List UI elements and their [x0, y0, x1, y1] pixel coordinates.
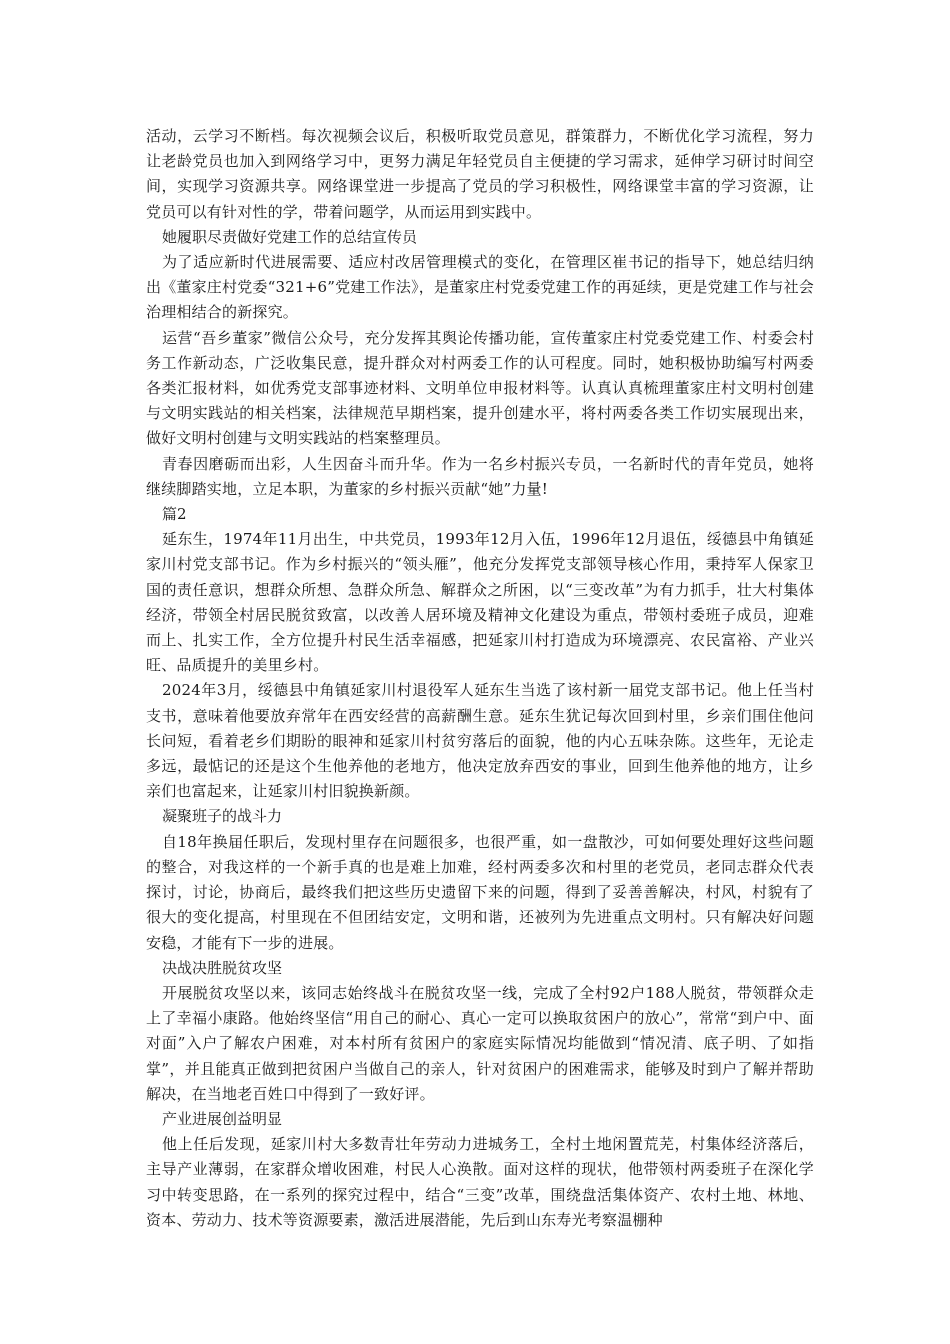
paragraph: 延东生，1974年11月出生，中共党员，1993年12月入伍，1996年12月退伍，绥德县中角镇延家川村党支部书记。作为乡村振兴的“领头雁”，他充分发挥党支部领导核心作用，秉持军人保家卫国的责任意识，想群众所想、急群众所急、解群众之所困，以“三变改革”为有力抓手，壮大村集体经济，带领全村居民脱贫致富，以改善人居环境及精神文化建设为重点，带领村委班子成员，迎难而上、扎实工作，全方位提升村民生活幸福感，把延家川村打造成为环境漂亮、农民富裕、产业兴旺、品质提升的美里乡村。 [146, 530, 814, 675]
document-body [146, 124, 814, 1233]
section-heading: 产业进展创益明显 [162, 1109, 283, 1128]
section-heading: 篇2 [162, 505, 187, 524]
paragraph: 他上任后发现，延家川村大多数青壮年劳动力进城务工，全村土地闲置荒芜，村集体经济落后，主导产业薄弱，在家群众增收困难，村民人心涣散。面对这样的现状，他带领村两委班子在深化学习中转变思路，在一系列的探究过程中，结合“三变”改革，围绕盘活集体资产、农村土地、林地、资本、劳动力、技术等资源要素，激活进展潜能，先后到山东寿光考察温棚种 [146, 1135, 814, 1229]
paragraph: 青春因磨砺而出彩，人生因奋斗而升华。作为一名乡村振兴专员，一名新时代的青年党员，她将继续脚踏实地，立足本职，为董家的乡村振兴贡献“她”力量! [146, 454, 814, 498]
section-heading: 她履职尽责做好党建工作的总结宣传员 [162, 227, 418, 246]
section-heading: 凝聚班子的战斗力 [162, 807, 283, 826]
paragraph: 自18年换届任职后，发现村里存在问题很多，也很严重，如一盘散沙，可如何要处理好这些问题的整合，对我这样的一个新手真的也是难上加难，经村两委多次和村里的老党员，老同志群众代表探讨，讨论，协商后，最终我们把这些历史遗留下来的问题，得到了妥善善解决，村风，村貌有了很大的变化提高，村里现在不但团结安定，文明和谐，还被列为先进重点文明村。只有解决好问题安稳，才能有下一步的进展。 [146, 832, 814, 952]
paragraph-continued: 活动，云学习不断档。每次视频会议后，积极听取党员意见，群策群力，不断优化学习流程，努力让老龄党员也加入到网络学习中，更努力满足年轻党员自主便捷的学习需求，延伸学习研讨时间空间，实现学习资源共享。网络课堂进一步提高了党员的学习积极性，网络课堂丰富的学习资源，让党员可以有针对性的学，带着问题学，从而运用到实践中。 [146, 127, 814, 221]
paragraph: 开展脱贫攻坚以来，该同志始终战斗在脱贫攻坚一线，完成了全村92户188人脱贫，带领群众走上了幸福小康路。他始终坚信“用自己的耐心、真心一定可以换取贫困户的放心”，常常“到户中、面对面”入户了解农户困难，对本村所有贫困户的家庭实际情况均能做到“情况清、底子明、了如指掌”，并且能真正做到把贫困户当做自己的亲人，针对贫困户的困难需求，能够及时到户了解并帮助解决，在当地老百姓口中得到了一致好评。 [146, 983, 814, 1103]
paragraph: 运营“吾乡董家”微信公众号，充分发挥其舆论传播功能，宣传董家庄村党委党建工作、村委会村务工作新动态，广泛收集民意，提升群众对村两委工作的认可程度。同时，她积极协助编写村两委各类汇报材料，如优秀党支部事迹材料、文明单位申报材料等。认真认真梳理董家庄村文明村创建与文明实践站的相关档案，法律规范早期档案，提升创建水平，将村两委各类工作切实展现出来，做好文明村创建与文明实践站的档案整理员。 [146, 328, 814, 448]
paragraph: 2024年3月，绥德县中角镇延家川村退役军人延东生当选了该村新一届党支部书记。他上任当村支书，意味着他要放弃常年在西安经营的高薪酬生意。延东生犹记每次回到村里，乡亲们围住他问长问短，看着老乡们期盼的眼神和延家川村贫穷落后的面貌，他的内心五味杂陈。这些年，无论走多远，最惦记的还是这个生他养他的老地方，他决定放弃西安的事业，回到生他养他的地方，让乡亲们也富起来，让延家川村旧貌换新颜。 [146, 681, 814, 801]
section-heading: 决战决胜脱贫攻坚 [162, 958, 283, 977]
paragraph: 为了适应新时代进展需要、适应村改居管理模式的变化，在管理区崔书记的指导下，她总结归纳出《董家庄村党委“321+6”党建工作法》，是董家庄村党委党建工作的再延续，更是党建工作与社会治理相结合的新探究。 [146, 253, 814, 322]
